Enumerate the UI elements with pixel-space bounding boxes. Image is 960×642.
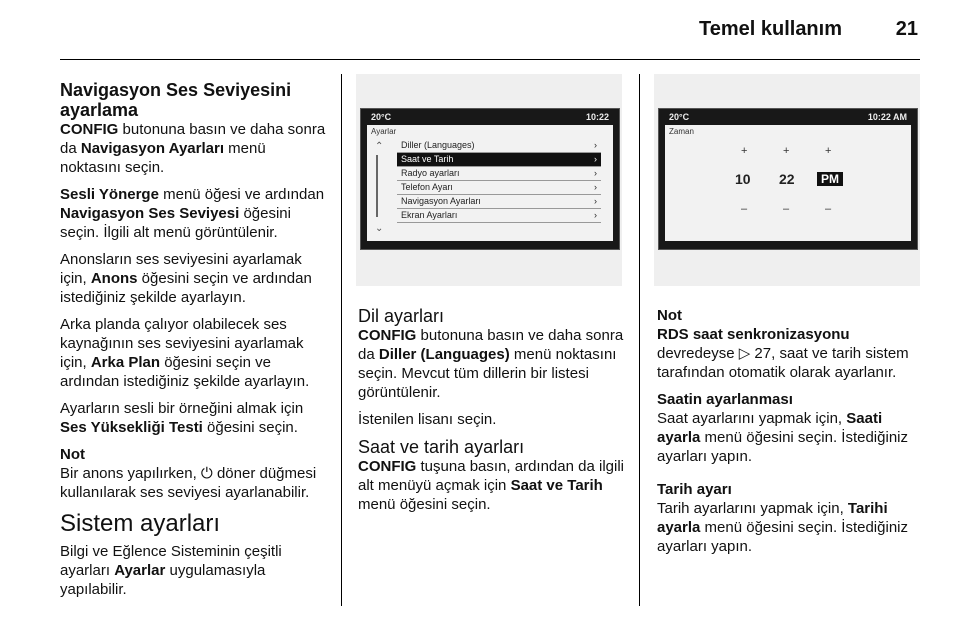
header-rule	[60, 59, 920, 60]
para-set-date: Tarih ayarlarını yapmak için, Tarihi ayarla menü öğesini seçin. İstediğiniz ayarları yapın.	[657, 500, 908, 555]
para-anons: Anonsların ses seviyesini ayarlamak için, Anons öğesini seçin ve ardından istediğiniz şekilde ayarlayın.	[60, 251, 312, 306]
hour-minus-button[interactable]: –	[741, 203, 748, 215]
scroll-up-icon[interactable]: ⌃	[375, 141, 384, 152]
time-screenshot	[654, 74, 920, 286]
status-bar	[361, 109, 619, 125]
menu-item-display[interactable]: Ekran Ayarları ›	[397, 209, 601, 223]
menu-item-time-date[interactable]: Saat ve Tarih ›	[397, 153, 601, 167]
chevron-right-icon: ›	[594, 154, 597, 164]
ampm-value: PM	[817, 172, 843, 186]
temperature: 20°C	[371, 112, 392, 122]
time-panel	[665, 125, 911, 241]
para-set-time: Saat ayarlarını yapmak için, Saati ayarla menü öğesini seçin. İstediğiniz ayarları yapın.	[657, 410, 908, 465]
column-divider-2	[639, 74, 640, 606]
settings-panel	[367, 125, 613, 241]
heading-time-date: Saat ve tarih ayarları	[358, 437, 525, 457]
time-screen	[658, 108, 918, 250]
minute-value: 22	[779, 171, 795, 187]
page-number: 21	[895, 18, 918, 40]
ampm-plus-button[interactable]: +	[825, 145, 832, 157]
heading-language: Dil ayarları	[358, 306, 445, 326]
para-arka-plan: Arka planda çalıyor olabilecek ses kaynağının ses seviyesini ayarlamak için, Arka Plan öğesini seçin ve ardından istediğiniz şekilde ayarlayın.	[60, 316, 310, 390]
page-header	[0, 0, 960, 62]
column-middle	[358, 306, 628, 522]
ampm-minus-button[interactable]: –	[825, 203, 832, 215]
column-left	[60, 80, 330, 607]
breadcrumb: Ayarlar	[371, 127, 397, 136]
heading-set-date: Tarih ayarı	[657, 481, 732, 498]
rds-note: Not RDS saat senkronizasyonu devredeyse ▷ 27, saat ve tarih sistem tarafından otomatik olarak ayarlanır.	[657, 307, 909, 381]
para-config: CONFIG butonuna basın ve daha sonra da Navigasyon Ayarları menü noktasını seçin.	[60, 121, 326, 176]
clock: 10:22	[585, 112, 609, 122]
breadcrumb: Zaman	[669, 127, 694, 136]
chevron-right-icon: ›	[594, 168, 597, 178]
heading-system-settings: Sistem ayarları	[60, 510, 221, 537]
para-time-date-config: CONFIG tuşuna basın, ardından da ilgili alt menüyü açmak için Saat ve Tarih menü öğesini seçin.	[358, 458, 624, 513]
para-test: Ayarların sesli bir örneğini almak için Ses Yüksekliği Testi öğesini seçin.	[60, 400, 304, 436]
scrollbar[interactable]	[376, 155, 378, 217]
scroll-down-icon[interactable]: ⌄	[375, 223, 384, 234]
column-divider-1	[341, 74, 342, 606]
chevron-right-icon: ›	[594, 182, 597, 192]
para-language-config: CONFIG butonuna basın ve daha sonra da Diller (Languages) menü noktasını seçin. Mevcut tüm dillerin bir listesi görüntülenir.	[358, 327, 624, 401]
clock: 10:22 AM	[867, 112, 907, 122]
settings-screen	[360, 108, 620, 250]
chevron-right-icon: ›	[594, 140, 597, 150]
chevron-right-icon: ›	[594, 196, 597, 206]
menu-item-radio[interactable]: Radyo ayarları ›	[397, 167, 601, 181]
minute-minus-button[interactable]: –	[783, 203, 790, 215]
page-title: Temel kullanım	[698, 18, 842, 40]
heading-nav-volume: Navigasyon Ses Seviyesini ayarlama	[60, 80, 292, 120]
page-reference: ▷ 27	[738, 345, 772, 362]
settings-screenshot	[356, 74, 622, 286]
chevron-right-icon: ›	[594, 210, 597, 220]
status-bar	[659, 109, 917, 125]
note-block: Not Bir anons yapılırken, ⏻ döner düğmesi kullanılarak ses seviyesi ayarlanabilir.	[60, 446, 317, 501]
temperature: 20°C	[669, 112, 690, 122]
menu-item-navigation[interactable]: Navigasyon Ayarları ›	[397, 195, 601, 209]
para-sesli: Sesli Yönerge menü öğesi ve ardından Navigasyon Ses Seviyesi öğesini seçin. İlgili alt menü görüntülenir.	[60, 186, 325, 241]
column-right	[657, 306, 923, 564]
power-knob-icon: ⏻	[200, 465, 213, 482]
menu-item-languages[interactable]: Diller (Languages) ›	[397, 139, 601, 153]
para-select-language: İstenilen lisanı seçin.	[358, 411, 497, 428]
hour-plus-button[interactable]: +	[741, 145, 748, 157]
menu-item-phone[interactable]: Telefon Ayarı ›	[397, 181, 601, 195]
hour-value: 10	[735, 171, 751, 187]
minute-plus-button[interactable]: +	[783, 145, 790, 157]
para-settings-app: Bilgi ve Eğlence Sisteminin çeşitli ayarları Ayarlar uygulamasıyla yapılabilir.	[60, 543, 282, 598]
heading-set-time: Saatin ayarlanması	[657, 391, 793, 408]
